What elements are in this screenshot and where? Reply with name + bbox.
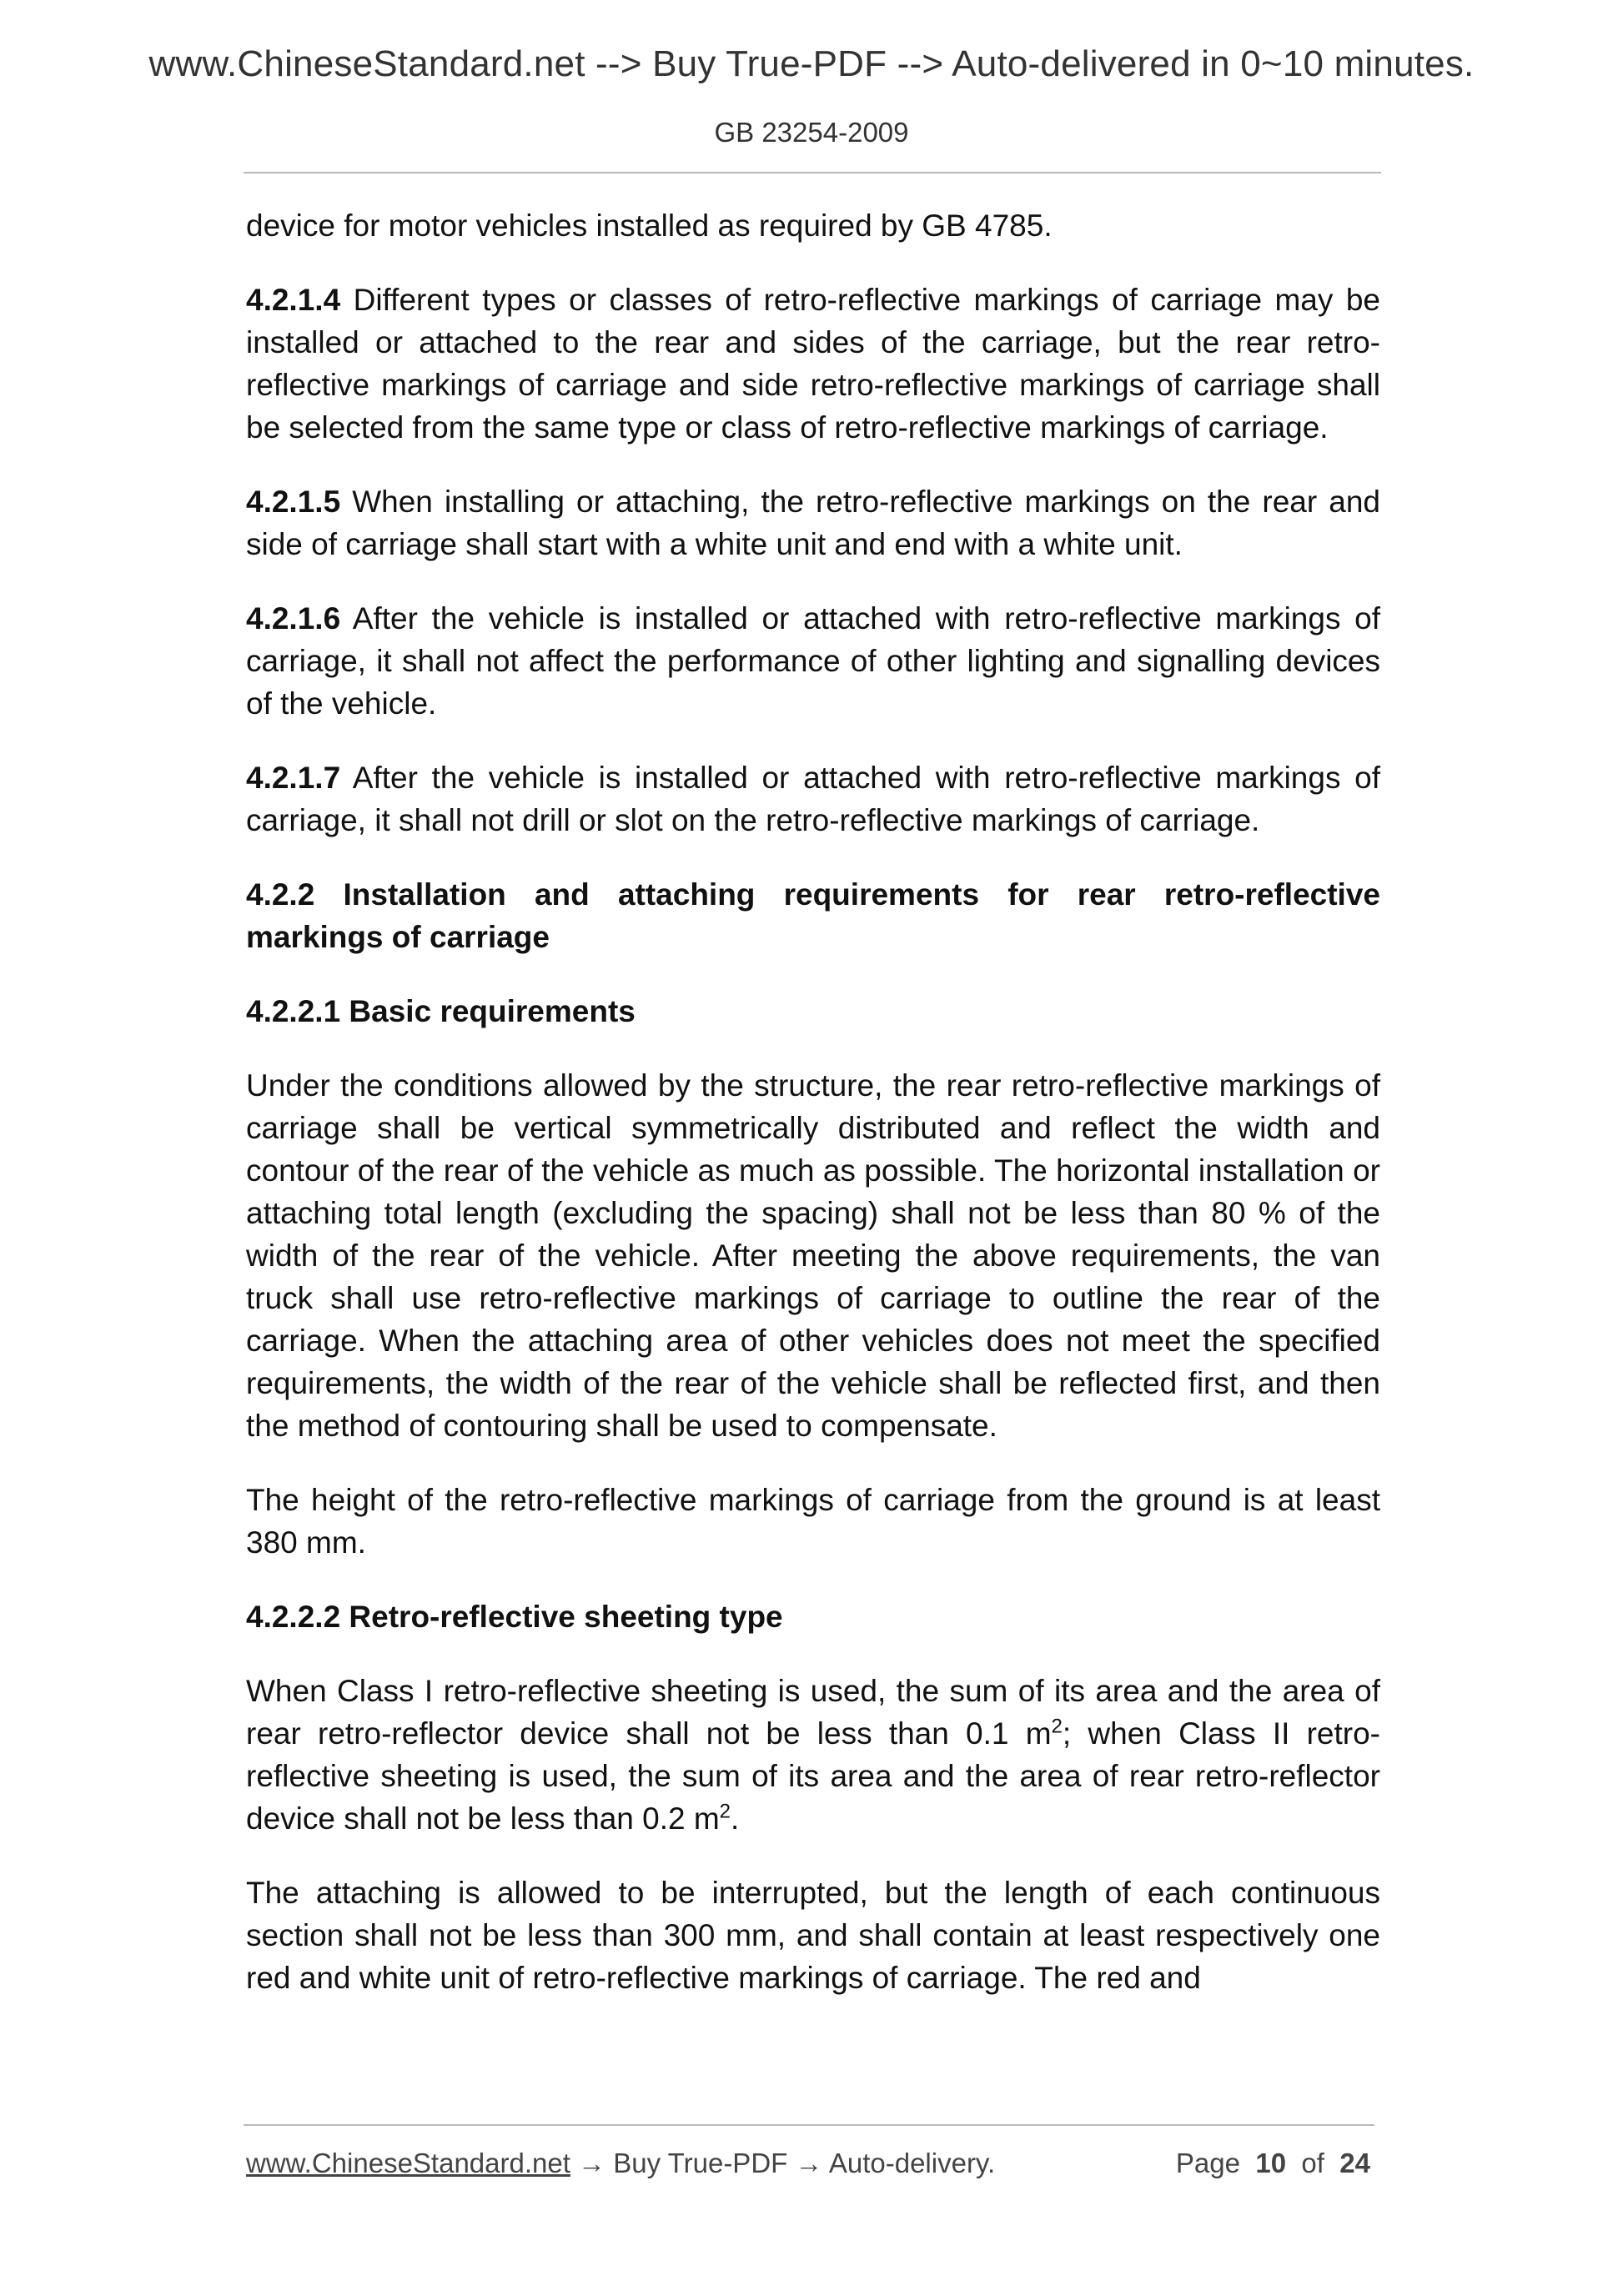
clause-number: 4.2.1.7 bbox=[246, 761, 341, 795]
page-body bbox=[246, 204, 1380, 2031]
clause-text: After the vehicle is installed or attached with retro-reflective markings of carriage, it shall not affect the performance of other lighting and signalling devices of the vehicle. bbox=[246, 601, 1380, 721]
clause-4-2-1-7 bbox=[246, 756, 1380, 842]
paragraph-basic-requirements: Under the conditions allowed by the structure, the rear retro-reflective markings of carriage shall be vertical symmetrically distributed and reflect the width and contour of the rear of the vehicle as much as possible. The horizontal installation or attaching total length (excluding the spacing) shall not be less than 80 % of the width of the rear of the vehicle. After meeting the above requirements, the van truck shall use retro-reflective markings of carriage to outline the rear of the carriage. When the attaching area of other vehicles does not meet the specified requirements, the width of the rear of the vehicle shall be reflected first, and then the method of contouring shall be used to compensate. bbox=[246, 1068, 1380, 1443]
clause-number: 4.2.1.6 bbox=[246, 601, 341, 636]
paragraph-sheeting-area: When Class I retro-reflective sheeting is used, the sum of its area and the area of rear retro-reflector device shall not be less than 0.1 $m^2$; when Class II retro-reflective sheeting is used, the sum of its area and the area of rear retro-reflector device shall not be less than 0.2 $m^2$. bbox=[246, 1674, 1380, 1836]
paragraph-height-requirement: The height of the retro-reflective markings of carriage from the ground is at least 380 mm. bbox=[246, 1483, 1380, 1560]
superscript: 2 bbox=[1051, 1715, 1063, 1738]
heading-4-2-2-1: 4.2.2.1 Basic requirements bbox=[246, 994, 636, 1028]
paragraph-interruption: The attaching is allowed to be interrupted, but the length of each continuous section shall not be less than 300 mm, and shall contain at least respectively one red and white unit of retro-reflective markings of carriage. The red and bbox=[246, 1876, 1380, 1995]
clause-number: 4.2.1.5 bbox=[246, 485, 341, 519]
header-divider bbox=[244, 172, 1381, 173]
footer-site-link[interactable]: www.ChineseStandard.net bbox=[246, 2148, 570, 2178]
clause-4-2-1-4 bbox=[246, 279, 1380, 449]
total-pages: 24 bbox=[1339, 2148, 1370, 2178]
footer-delivery-text: Auto-delivery. bbox=[828, 2148, 996, 2178]
document-code: GB 23254-2009 bbox=[714, 117, 909, 148]
heading-4-2-2: 4.2.2 Installation and attaching requirements for rear retro-reflective markings of carriage bbox=[246, 877, 1380, 954]
superscript: 2 bbox=[719, 1800, 731, 1823]
footer-buy-text: Buy True-PDF bbox=[613, 2148, 788, 2178]
footer-divider bbox=[244, 2124, 1374, 2126]
clause-text: After the vehicle is installed or attached with retro-reflective markings of carriage, it shall not drill or slot on the retro-reflective markings of carriage. bbox=[246, 761, 1380, 837]
arrow-icon: → bbox=[570, 2148, 614, 2178]
clause-4-2-1-6 bbox=[246, 597, 1380, 725]
page-indicator: Page 10 of 24 bbox=[1175, 2148, 1370, 2178]
clause-text: Different types or classes of retro-reflective markings of carriage may be installed or attached to the rear and sides of the carriage, but the rear retro-reflective markings of carriage and side retro-reflective markings of carriage shall be selected from the same type or class of retro-reflective markings of carriage. bbox=[246, 283, 1380, 445]
clause-number: 4.2.1.4 bbox=[246, 283, 341, 317]
clause-4-2-1-5 bbox=[246, 480, 1380, 565]
arrow-icon: → bbox=[787, 2148, 829, 2178]
heading-4-2-2-2: 4.2.2.2 Retro-reflective sheeting type bbox=[246, 1600, 783, 1634]
current-page: 10 bbox=[1255, 2148, 1287, 2178]
paragraph-continuation: device for motor vehicles installed as required by GB 4785. bbox=[246, 208, 1053, 243]
site-banner: www.ChineseStandard.net --> Buy True-PDF --> Auto-delivered in 0~10 minutes. bbox=[148, 43, 1475, 84]
page-footer bbox=[246, 2148, 1380, 2179]
clause-text: When installing or attaching, the retro-reflective markings on the rear and side of carriage shall start with a white unit and end with a white unit. bbox=[246, 485, 1380, 561]
